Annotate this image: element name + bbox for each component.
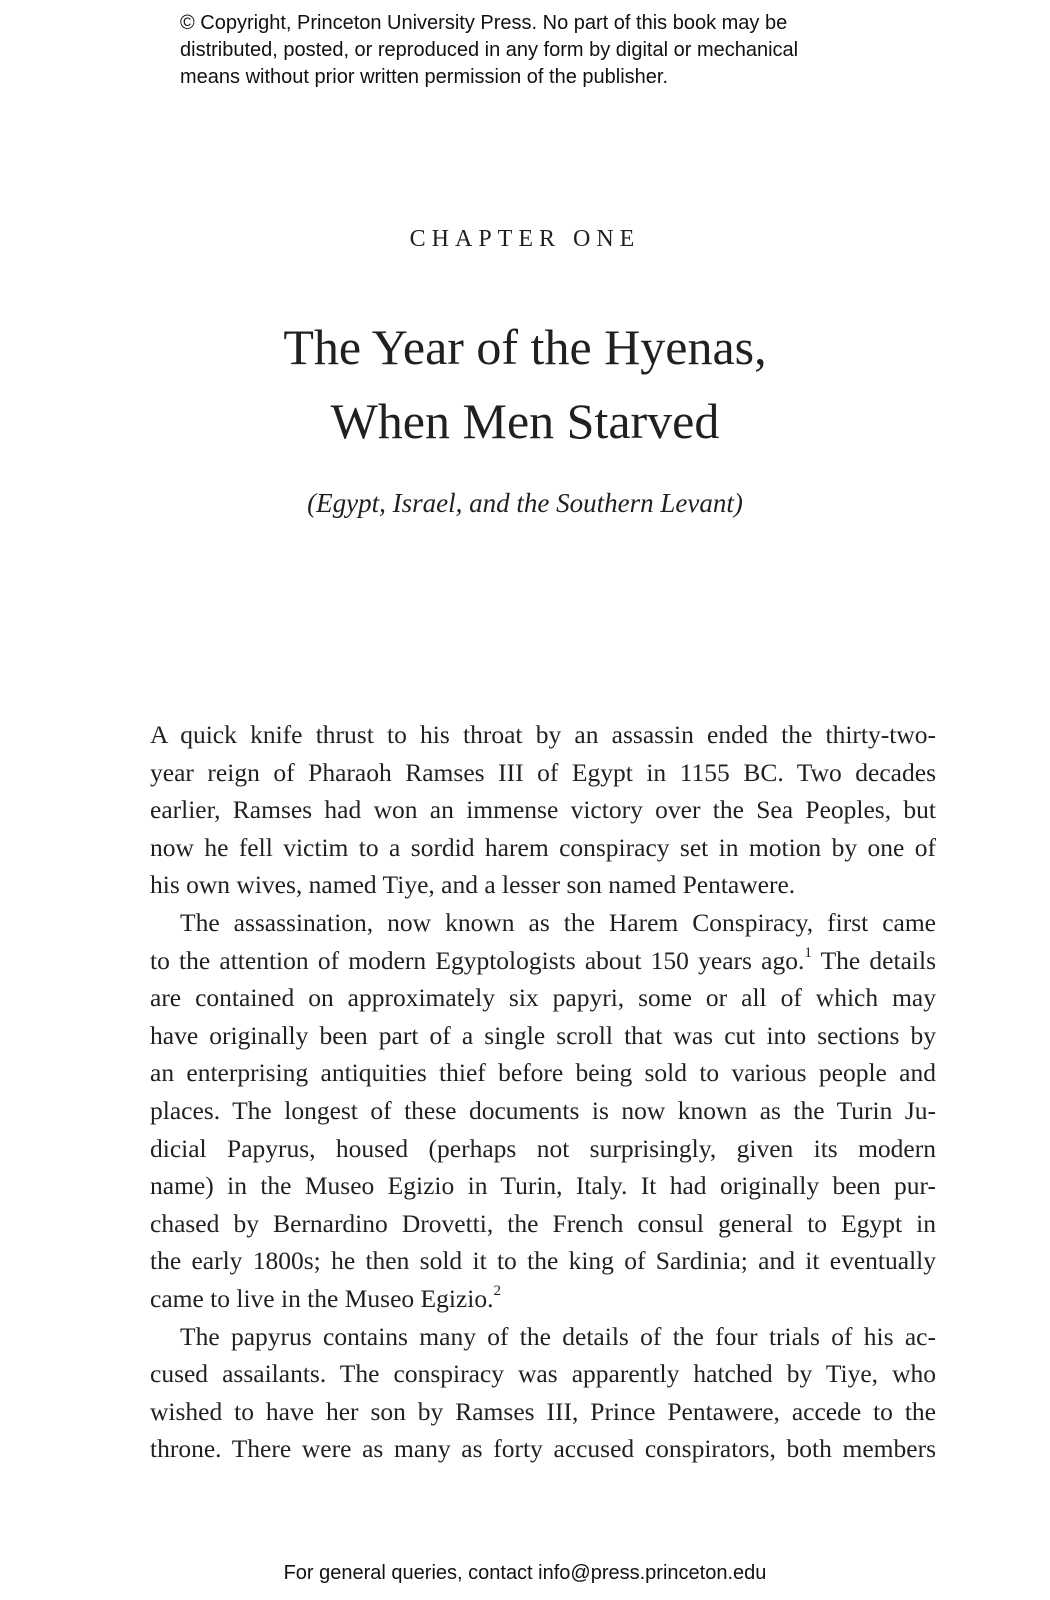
body-line: name) in the Museo Egizio in Turin, Italy. It had originally been pur- xyxy=(150,1171,936,1201)
body-line: A quick knife thrust to his throat by an assassin ended the thirty-two- xyxy=(150,720,936,749)
body-line: the early 1800s; he then sold it to the king of Sardinia; and it eventually xyxy=(150,1246,936,1276)
chapter-label: CHAPTER ONE xyxy=(409,226,641,252)
chapter-title xyxy=(0,310,1050,458)
chapter-title-line-2: When Men Starved xyxy=(330,393,720,449)
body-line: are contained on approximately six papyri, some or all of which may xyxy=(150,983,936,1013)
body-line-text: came to live in the Museo Egizio. xyxy=(150,1283,494,1313)
body-line: throne. There were as many as forty accused conspirators, both members xyxy=(150,1434,936,1464)
copyright-line-2: distributed, posted, or reproduced in any form by digital or mechanical xyxy=(180,39,799,61)
body-line: wished to have her son by Ramses III, Prince Pentawere, accede to the xyxy=(150,1396,936,1426)
body-text xyxy=(150,716,936,1468)
body-line: have originally been part of a single scroll that was cut into sections by xyxy=(150,1020,936,1050)
footnote-marker-1: 1 xyxy=(804,944,812,961)
body-line-with-footnote-2 xyxy=(150,1280,936,1318)
body-line: his own wives, named Tiye, and a lesser son named Pentawere. xyxy=(150,870,796,900)
chapter-title-line-1: The Year of the Hyenas, xyxy=(283,319,767,375)
body-line: chased by Bernardino Drovetti, the French consul general to Egypt in xyxy=(150,1208,936,1238)
copyright-line-1: © Copyright, Princeton University Press. No part of this book may be xyxy=(180,12,788,34)
body-line-text: to the attention of modern Egyptologists about 150 years ago. xyxy=(150,945,805,975)
footer-contact: For general queries, contact info@press.princeton.edu xyxy=(283,1562,767,1584)
body-line: earlier, Ramses had won an immense victory over the Sea Peoples, but xyxy=(150,795,936,825)
chapter-subtitle: (Egypt, Israel, and the Southern Levant) xyxy=(307,488,743,518)
body-line: The papyrus contains many of the details of the four trials of his ac- xyxy=(180,1321,936,1351)
body-line: dicial Papyrus, housed (perhaps not surprisingly, given its modern xyxy=(150,1133,936,1163)
body-line-continuation: The details xyxy=(811,945,936,975)
copyright-notice xyxy=(180,10,900,91)
body-line: The assassination, now known as the Harem Conspiracy, first came xyxy=(180,907,936,937)
body-line-with-footnote-1 xyxy=(150,942,936,980)
body-line: year reign of Pharaoh Ramses III of Egypt in 1155 BC. Two decades xyxy=(150,757,936,787)
body-line: now he fell victim to a sordid harem conspiracy set in motion by one of xyxy=(150,832,936,862)
footnote-marker-2: 2 xyxy=(493,1282,501,1299)
copyright-line-3: means without prior written permission of the publisher. xyxy=(180,66,669,88)
body-line: cused assailants. The conspiracy was apparently hatched by Tiye, who xyxy=(150,1359,936,1389)
body-line: places. The longest of these documents is now known as the Turin Ju- xyxy=(150,1095,936,1125)
body-line: an enterprising antiquities thief before being sold to various people and xyxy=(150,1058,936,1088)
